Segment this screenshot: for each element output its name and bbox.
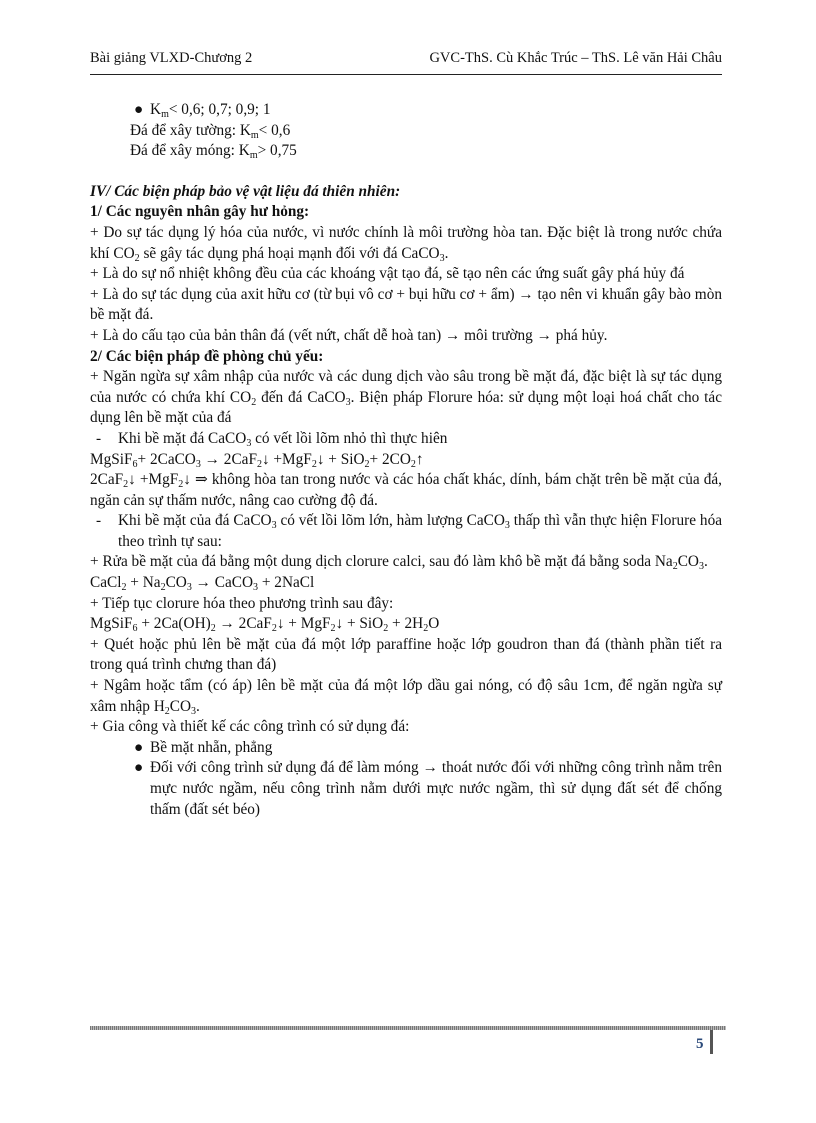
equation-subscript: 2 <box>410 458 416 470</box>
bullet-dot-icon: ● <box>134 101 144 118</box>
cause-paragraph-3: + Là do sự tác dụng của axit hữu cơ (từ bụi vô cơ + bụi hữu cơ + ẩm) → tạo nên vi khuẩn gây bào mòn bề mặt đá. <box>90 285 722 324</box>
document-body <box>90 100 722 820</box>
cause-paragraph-4: + Là do cấu tạo của bản thân đá (vết nứt, chất dễ hoà tan) → môi trường → phá hủy. <box>90 326 608 344</box>
equation-term: + 2Ca(OH) <box>137 615 211 633</box>
equation-term: + Na <box>126 574 161 592</box>
equation-subscript: 2 <box>121 582 127 594</box>
equation-term: ↓ + SiO <box>316 450 365 468</box>
km-foundation: Đá để xây móng: $K_m> 0,75$ <box>130 142 297 162</box>
equation-subscript: 3 <box>186 582 192 594</box>
design-bullet-2: ● Đối với công trình sử dụng đá để làm móng → thoát nước đối với những công trình nằm trên mực nước ngầm, nếu công trình nằm dưới mực nước ngầm, thì sử dụng đất sét để chống thấm (đất sét béo) <box>134 759 722 818</box>
dash-item-small: - Khi bề mặt đá CaCO$_3$ có vết lồi lõm nhỏ thì thực hiên <box>96 429 448 449</box>
equation-term: O <box>428 615 440 633</box>
page-number: 5 <box>696 1036 704 1052</box>
equation-subscript: 2 <box>364 458 370 470</box>
equation-florure <box>90 450 722 471</box>
km-bullet: ● $K_m< 0,6$; 0,7; 0,9; 1 <box>134 101 271 120</box>
equation-subscript: 6 <box>132 458 138 470</box>
equation-term: ↓ +MgF <box>261 450 312 468</box>
equation-subscript: 2 <box>311 458 317 470</box>
equation-subscript: 2 <box>383 623 389 635</box>
dash-item-large: - Khi bề mặt của đá CaCO$_3$ có vết lồi lõm lớn, hàm lượng CaCO$_3$ thấp thì vẫn thực hiện Florure hóa theo trình tự sau: <box>96 512 723 550</box>
equation-term: ↑ <box>415 450 424 468</box>
equation-term: CaCl <box>90 574 122 592</box>
equation-term: MgSiF <box>90 615 133 633</box>
header-course-title: Bài giảng VLXD-Chương 2 <box>90 50 253 66</box>
equation-subscript: 3 <box>253 582 259 594</box>
dash-icon: - <box>96 429 102 447</box>
bullet-dot-icon: ● <box>134 738 144 756</box>
footer-divider <box>90 1026 726 1030</box>
equation-subscript: 2 <box>160 582 166 594</box>
equation-subscript: 2 <box>423 623 429 635</box>
design-bullet-1: ● Bề mặt nhẵn, phẳng <box>90 738 722 759</box>
equation-term: ↓ + MgF <box>276 615 331 633</box>
measure-paragraph-wash: + Rửa bề mặt của đá bằng một dung dịch clorure calci, sau đó làm khô bề mặt đá bằng soda $Na_2CO_3$. <box>90 553 708 573</box>
subsection-heading-causes: 1/ Các nguyên nhân gây hư hỏng: <box>90 203 310 221</box>
header-divider <box>90 74 722 75</box>
equation-term: ↓ + SiO <box>335 615 384 633</box>
equation-term: + 2CaCO <box>137 450 196 468</box>
equation-clorure <box>90 614 722 635</box>
equation-subscript: 3 <box>195 458 201 470</box>
equation-term: MgSiF <box>90 450 133 468</box>
equation-term: + 2CO <box>369 450 411 468</box>
equation-term: → 2CaF <box>215 615 272 633</box>
equation-term: → CaCO <box>191 574 254 592</box>
measure-paragraph-oil: + Ngâm hoặc tẩm (có áp) lên bề mặt của đá một lớp dầu gai nóng, có độ sâu 1cm, để ngăn ngừa sự xâm nhập $H_2CO_3$. <box>90 677 722 717</box>
dash-icon: - <box>96 512 102 530</box>
bullet-dot-icon: ● <box>134 759 144 777</box>
page-header <box>90 50 722 72</box>
page-number-bar <box>710 1030 713 1054</box>
equation-subscript: 2 <box>210 623 216 635</box>
equation-subscript: 2 <box>256 458 262 470</box>
cause-paragraph-1: + Do sự tác dụng lý hóa của nước, vì nước chính là môi trường hòa tan. Đặc biệt là trong nước chứa khí $CO_2$ sẽ gây tác dụng phá hoại mạnh đối với đá CaCO$_3$. <box>90 223 722 264</box>
equation-term: + 2NaCl <box>258 574 315 592</box>
measure-paragraph-coating: + Quét hoặc phủ lên bề mặt của đá một lớp paraffine hoặc lớp goudron than đá (thành phần tiết ra trong quá trình chưng than đá) <box>90 635 722 674</box>
equation-result-text: 2CaF$_2$↓ +MgF$_2$↓ ⇒ không hòa tan trong nước và các hóa chất khác, dính, bám chặt trên bề mặt của đá, ngăn cản sự thấm nước, nâng cao cường độ đá. <box>90 471 722 509</box>
km-wall: Đá để xây tường: $K_m< 0,6$ <box>130 121 291 141</box>
header-authors: GVC-ThS. Cù Khắc Trúc – ThS. Lê văn Hải Châu <box>429 50 722 66</box>
equation-subscript: 2 <box>271 623 277 635</box>
equation-subscript: 2 <box>330 623 336 635</box>
measure-paragraph-continue: + Tiếp tục clorure hóa theo phương trình sau đây: <box>90 594 394 612</box>
section-heading: IV/ Các biện pháp bảo vệ vật liệu đá thiên nhiên: <box>90 182 401 200</box>
subsection-heading-measures: 2/ Các biện pháp đề phòng chủ yếu: <box>90 347 324 365</box>
equation-term: CO <box>165 574 187 592</box>
measure-paragraph-1: + Ngăn ngừa sự xâm nhập của nước và các dung dịch vào sâu trong bề mặt đá, đặc biệt là sự tác dụng của nước có chứa khí $CO_2$ đến đá CaCO$_3$. Biện pháp Florure hóa: sử dụng một loại hoá chất cho tác dụng lên bề mặt của đá <box>90 368 722 427</box>
equation-subscript: 6 <box>132 623 138 635</box>
equation-term: + 2H <box>388 615 424 633</box>
equation-calcium-chloride <box>90 573 722 594</box>
measure-paragraph-design: + Gia công và thiết kế các công trình có sử dụng đá: <box>90 718 410 736</box>
equation-term: → 2CaF <box>200 450 257 468</box>
cause-paragraph-2: + Là do sự nổ nhiệt không đều của các khoáng vật tạo đá, sẽ tạo nên các ứng suất gây phá hủy đá <box>90 265 685 283</box>
